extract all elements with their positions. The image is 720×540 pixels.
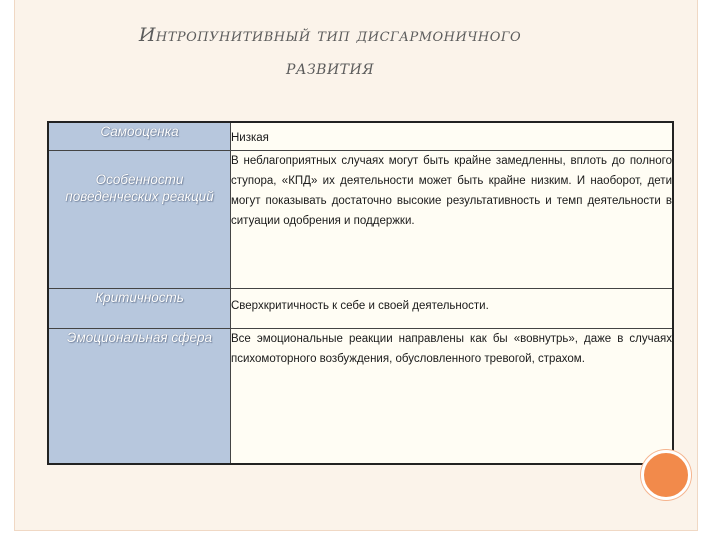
row-value: Сверхкритичность к себе и своей деятельности.	[231, 288, 674, 328]
table-row	[48, 288, 673, 328]
characteristics-table	[47, 121, 674, 465]
table-row	[48, 328, 673, 464]
row-value: Все эмоциональные реакции направлены как бы «вовнутрь», даже в случаях психомоторного возбуждения, обусловленного тревогой, страхом.	[231, 328, 674, 464]
row-label: Критичность	[48, 288, 231, 328]
decorative-circle-icon	[641, 450, 691, 500]
row-label: Эмоциональная сфера	[48, 328, 231, 464]
row-value: В неблагоприятных случаях могут быть крайне замедленны, вплоть до полного ступора, «КПД» их деятельности может быть крайне низким. И наоборот, дети могут показывать достаточно высокие результативность и темп деятельности в ситуации одобрения и поддержки.	[231, 150, 674, 288]
row-label: Самооценка	[48, 122, 231, 150]
row-value: Низкая	[231, 122, 674, 150]
slide-title-continued: РАЗВИТИЯ	[285, 62, 375, 78]
slide-title: Интропунитивный тип дисгармоничного	[138, 24, 522, 46]
row-label: Особенности поведенческих реакций	[48, 150, 231, 288]
table-row	[48, 150, 673, 288]
table-row	[48, 122, 673, 150]
